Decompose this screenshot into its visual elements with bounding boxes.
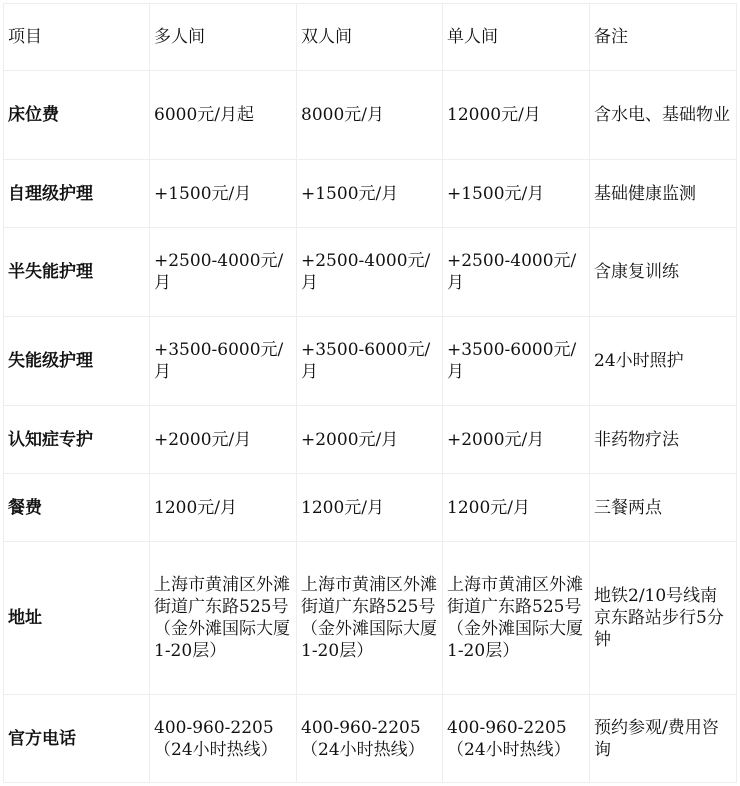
table-row xyxy=(4,474,737,542)
note-cell: 地铁2/10号线南京东路站步行5分钟 xyxy=(590,542,737,695)
note-cell: 基础健康监测 xyxy=(590,160,737,228)
table-cell: +2500-4000元/月 xyxy=(297,228,443,317)
note-cell: 预约参观/费用咨询 xyxy=(590,695,737,783)
table-cell: +1500元/月 xyxy=(150,160,297,228)
note-cell: 非药物疗法 xyxy=(590,406,737,474)
note-cell: 24小时照护 xyxy=(590,317,737,406)
table-cell: 上海市黄浦区外滩街道广东路525号（金外滩国际大厦1-20层） xyxy=(150,542,297,695)
note-cell: 三餐两点 xyxy=(590,474,737,542)
header-cell-multi-room: 多人间 xyxy=(150,4,297,71)
row-label: 床位费 xyxy=(4,71,150,160)
header-cell-single-room: 单人间 xyxy=(443,4,590,71)
table-row xyxy=(4,160,737,228)
header-cell-double-room: 双人间 xyxy=(297,4,443,71)
table-cell: 400-960-2205（24小时热线） xyxy=(150,695,297,783)
row-label: 半失能护理 xyxy=(4,228,150,317)
row-label: 地址 xyxy=(4,542,150,695)
table-row xyxy=(4,317,737,406)
table-cell: 1200元/月 xyxy=(443,474,590,542)
table-cell: +3500-6000元/月 xyxy=(443,317,590,406)
table-cell: 1200元/月 xyxy=(150,474,297,542)
note-cell: 含水电、基础物业 xyxy=(590,71,737,160)
table-cell: +2000元/月 xyxy=(150,406,297,474)
table-row xyxy=(4,228,737,317)
table-row xyxy=(4,695,737,783)
table-cell: +1500元/月 xyxy=(297,160,443,228)
table-cell: 6000元/月起 xyxy=(150,71,297,160)
row-label: 失能级护理 xyxy=(4,317,150,406)
header-cell-item: 项目 xyxy=(4,4,150,71)
table-cell: 8000元/月 xyxy=(297,71,443,160)
table-cell: 1200元/月 xyxy=(297,474,443,542)
table-cell: 12000元/月 xyxy=(443,71,590,160)
table-cell: +3500-6000元/月 xyxy=(297,317,443,406)
row-label: 自理级护理 xyxy=(4,160,150,228)
table-row xyxy=(4,542,737,695)
table-row xyxy=(4,406,737,474)
table-header-row xyxy=(4,4,737,71)
row-label: 餐费 xyxy=(4,474,150,542)
pricing-table xyxy=(3,3,737,783)
header-cell-notes: 备注 xyxy=(590,4,737,71)
table-cell: +2000元/月 xyxy=(297,406,443,474)
table-cell: +2000元/月 xyxy=(443,406,590,474)
table-cell: 上海市黄浦区外滩街道广东路525号（金外滩国际大厦1-20层） xyxy=(297,542,443,695)
table-cell: +2500-4000元/月 xyxy=(150,228,297,317)
row-label: 官方电话 xyxy=(4,695,150,783)
table-cell: 400-960-2205（24小时热线） xyxy=(297,695,443,783)
table-cell: 上海市黄浦区外滩街道广东路525号（金外滩国际大厦1-20层） xyxy=(443,542,590,695)
table-cell: +1500元/月 xyxy=(443,160,590,228)
table-cell: 400-960-2205（24小时热线） xyxy=(443,695,590,783)
note-cell: 含康复训练 xyxy=(590,228,737,317)
table-row xyxy=(4,71,737,160)
table-cell: +3500-6000元/月 xyxy=(150,317,297,406)
table-cell: +2500-4000元/月 xyxy=(443,228,590,317)
row-label: 认知症专护 xyxy=(4,406,150,474)
